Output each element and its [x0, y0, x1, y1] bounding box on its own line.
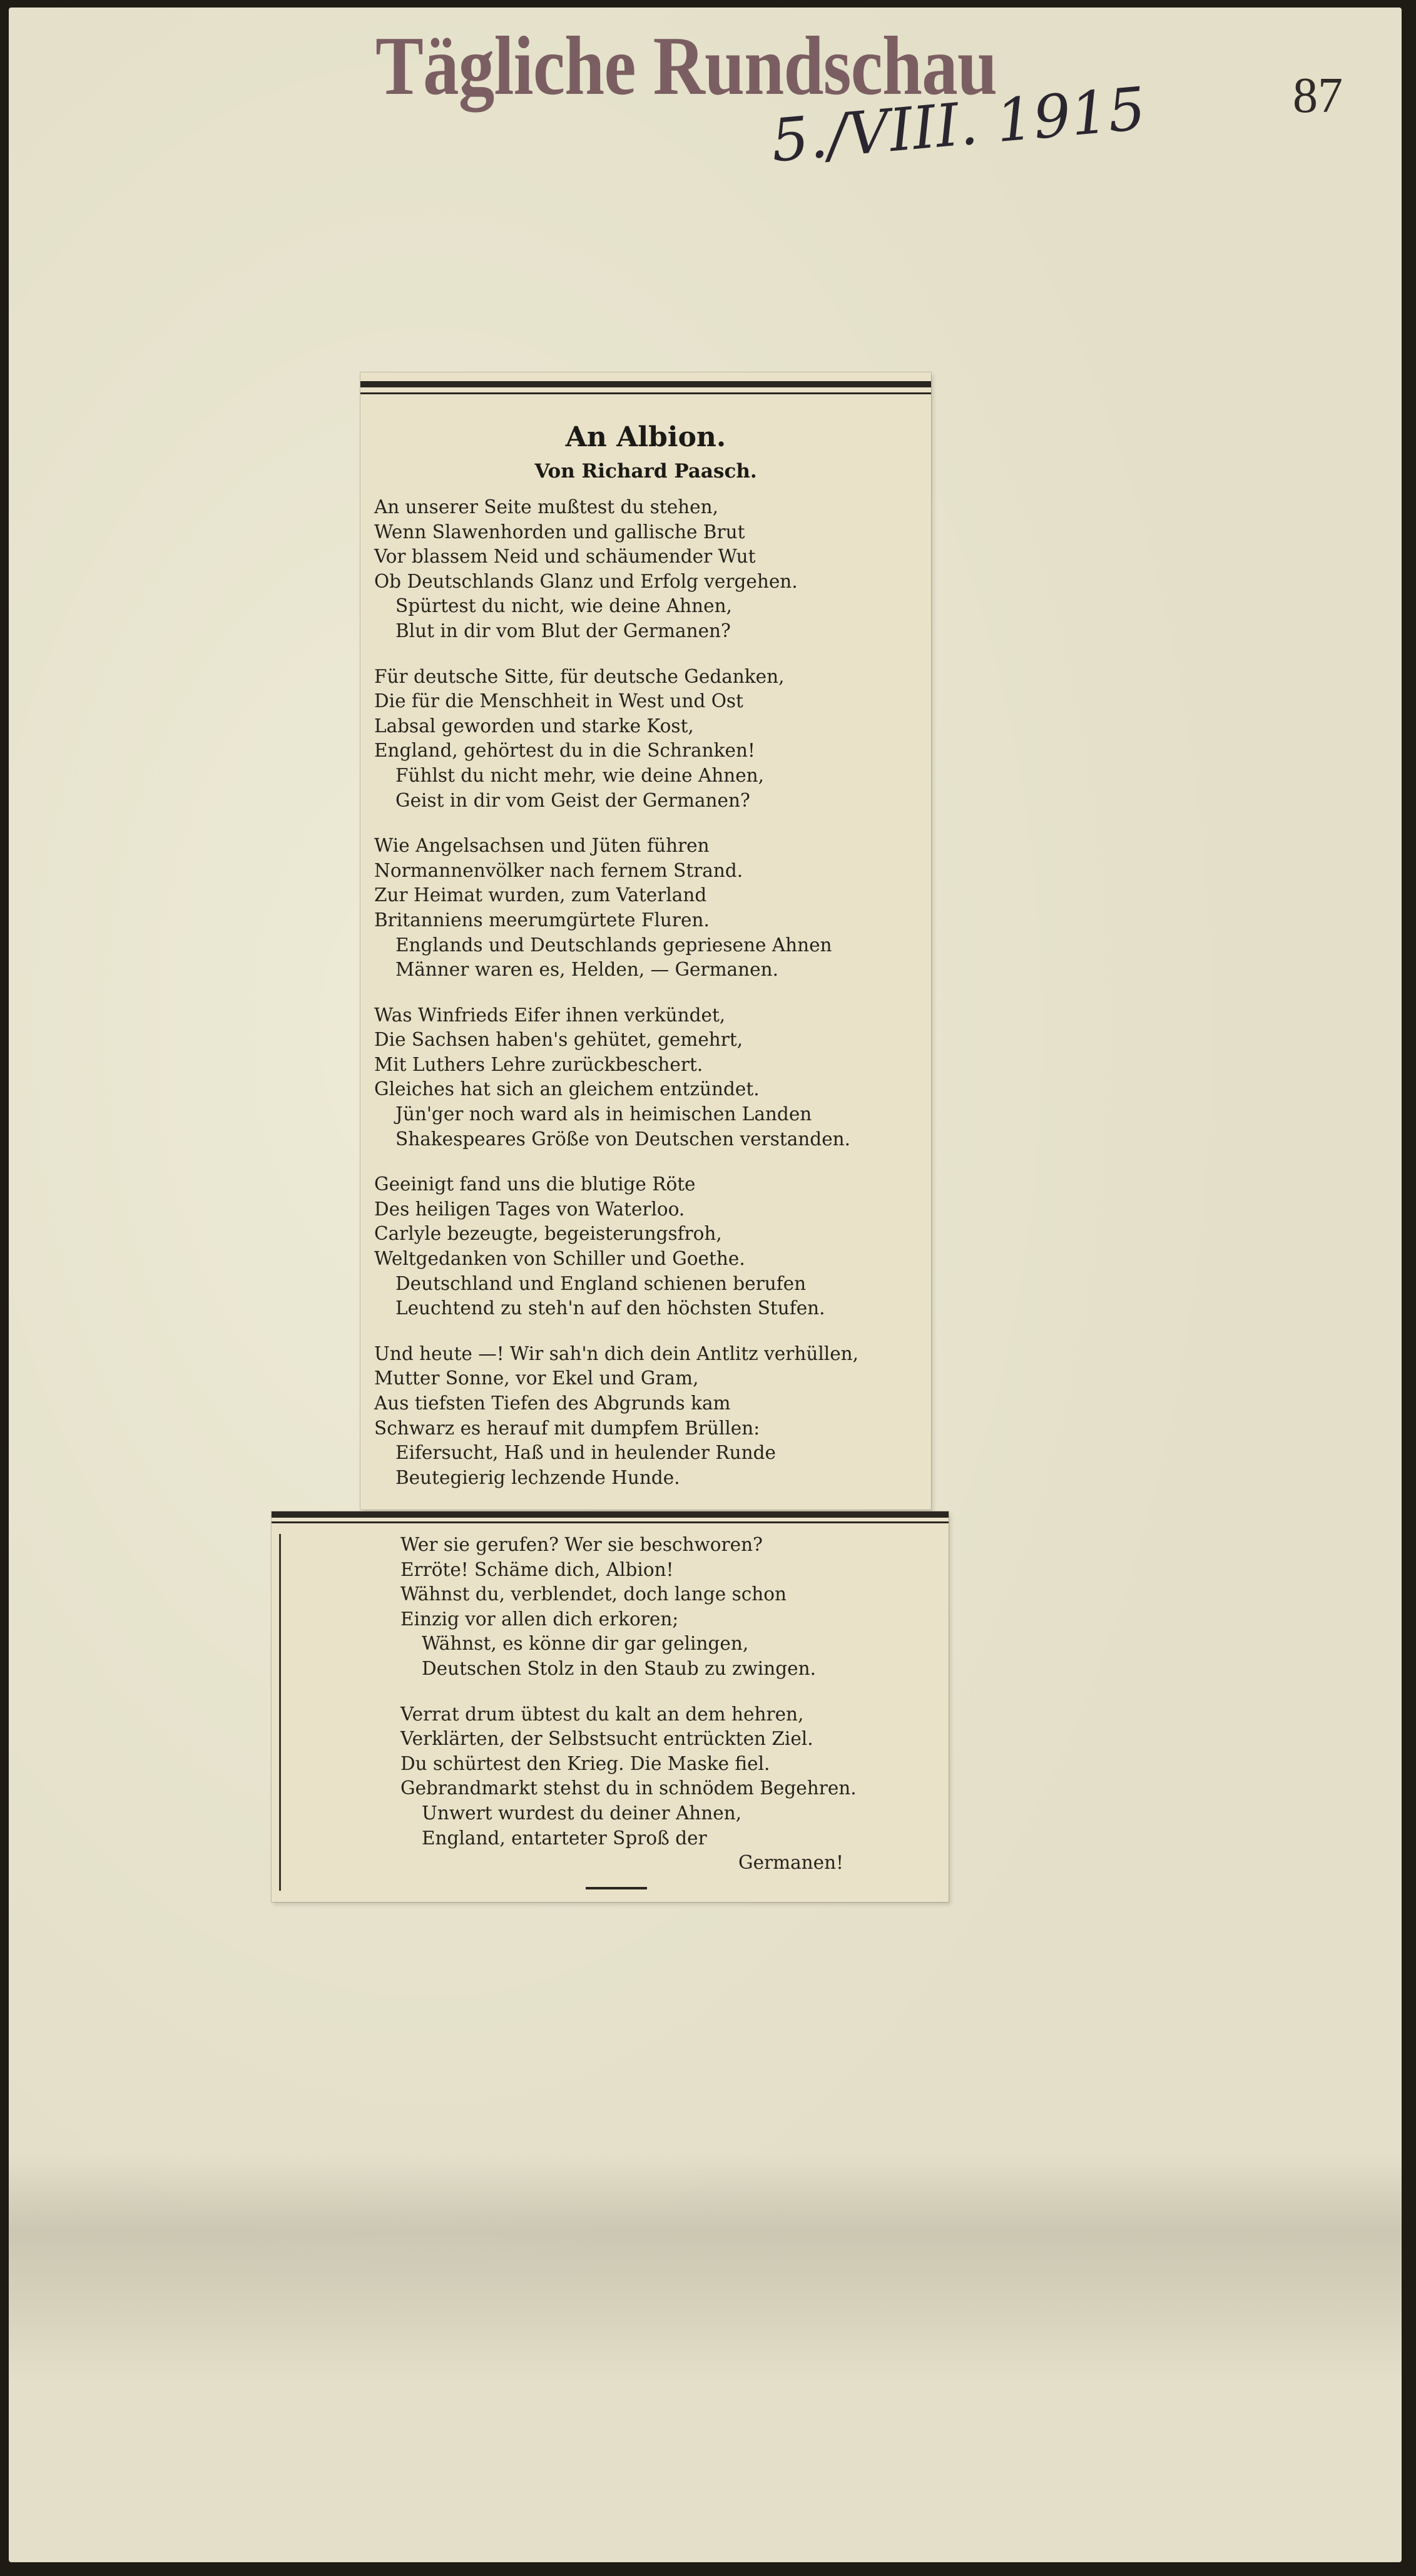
- verse-line: Unwert wurdest du deiner Ahnen,: [422, 1802, 742, 1824]
- verse-line: Jün'ger noch ward als in heimischen Landen: [395, 1103, 812, 1125]
- newspaper-clipping-2: [272, 1511, 949, 1902]
- verse-line: Einzig vor allen dich erkoren;: [400, 1608, 679, 1630]
- verse-line: An unserer Seite mußtest du stehen,: [374, 496, 719, 518]
- verse-line: Gebrandmarkt stehst du in schnödem Begehren.: [400, 1777, 857, 1799]
- verse-line: Vor blassem Neid und schäumender Wut: [374, 546, 756, 568]
- newspaper-masthead: Tägliche Rundschau: [375, 19, 997, 112]
- verse-line: Beutegierig lechzende Hunde.: [395, 1466, 680, 1488]
- stanza: [374, 1003, 922, 1152]
- verse-line: Eifersucht, Haß und in heulender Runde: [395, 1442, 776, 1464]
- clipping-top-rule-thin: [272, 1521, 949, 1523]
- verse-line: England, entarteter Sproß der: [422, 1827, 707, 1849]
- verse-line: Mutter Sonne, vor Ekel und Gram,: [374, 1367, 699, 1389]
- page-number: 87: [1293, 68, 1343, 123]
- verse-line: Verklärten, der Selbstsucht entrückten Ziel.: [400, 1728, 813, 1750]
- verse-line: Gleiches hat sich an gleichem entzündet.: [374, 1078, 760, 1100]
- verse-line: Die für die Menschheit in West und Ost: [374, 690, 743, 712]
- verse-line: Englands und Deutschlands gepriesene Ahnen: [395, 934, 832, 956]
- verse-line: Blut in dir vom Blut der Germanen?: [395, 620, 731, 641]
- stanza: [400, 1533, 942, 1682]
- verse-line: Labsal geworden und starke Kost,: [374, 715, 694, 737]
- verse-line: Ob Deutschlands Glanz und Erfolg vergehen.: [374, 570, 798, 592]
- poem-verses-part-1: [374, 495, 922, 1511]
- verse-line: Und heute —! Wir sah'n dich dein Antlitz verhüllen,: [374, 1342, 859, 1364]
- verse-line: Erröte! Schäme dich, Albion!: [400, 1558, 674, 1580]
- verse-line: Normannenvölker nach fernem Strand.: [374, 859, 743, 881]
- verse-line: Des heiligen Tages von Waterloo.: [374, 1198, 685, 1220]
- verse-line: Fühlst du nicht mehr, wie deine Ahnen,: [395, 764, 765, 786]
- clipping-top-rule-thin: [360, 392, 931, 394]
- archive-page: [9, 8, 1402, 2562]
- newspaper-clipping-1: [360, 372, 931, 1510]
- verse-line: Die Sachsen haben's gehütet, gemehrt,: [374, 1029, 743, 1051]
- verse-line: Zur Heimat wurden, zum Vaterland: [374, 884, 707, 906]
- end-rule: [586, 1887, 647, 1889]
- verse-line: England, gehörtest du in die Schranken!: [374, 740, 755, 762]
- verse-line: Was Winfrieds Eifer ihnen verkündet,: [374, 1004, 726, 1026]
- poem-author: Von Richard Paasch.: [534, 460, 757, 483]
- verse-line: Aus tiefsten Tiefen des Abgrunds kam: [374, 1393, 731, 1414]
- verse-line: Männer waren es, Helden, — Germanen.: [395, 959, 778, 981]
- verse-line: Geist in dir vom Geist der Germanen?: [395, 789, 750, 811]
- verse-line: Verrat drum übtest du kalt an dem hehren,: [400, 1703, 804, 1725]
- clipping-top-rule: [360, 381, 931, 387]
- poem-verses-part-2: [400, 1533, 942, 1896]
- clipping-top-rule: [272, 1511, 949, 1518]
- verse-line: Deutschland und England schienen berufen: [395, 1272, 807, 1294]
- stanza: [400, 1702, 942, 1876]
- stanza: [374, 665, 922, 814]
- verse-line: Britanniens meerumgürtete Fluren.: [374, 909, 710, 931]
- verse-line: Geeinigt fand uns die blutige Röte: [374, 1173, 696, 1195]
- verse-line: Schwarz es herauf mit dumpfem Brüllen:: [374, 1417, 760, 1439]
- verse-line: Shakespeares Größe von Deutschen verstanden.: [395, 1128, 851, 1150]
- verse-line: Wähnst du, verblendet, doch lange schon: [400, 1583, 787, 1605]
- verse-line: Spürtest du nicht, wie deine Ahnen,: [395, 595, 732, 617]
- verse-line: Du schürtest den Krieg. Die Maske fiel.: [400, 1752, 770, 1774]
- verse-line: Wenn Slawenhorden und gallische Brut: [374, 521, 745, 543]
- verse-line: Weltgedanken von Schiller und Goethe.: [374, 1248, 745, 1270]
- stanza: [374, 1342, 922, 1491]
- stanza: [374, 1172, 922, 1321]
- verse-line: Für deutsche Sitte, für deutsche Gedanken,: [374, 665, 785, 687]
- verse-line: Wer sie gerufen? Wer sie beschworen?: [400, 1534, 763, 1555]
- verse-line: Leuchtend zu steh'n auf den höchsten Stufen.: [395, 1297, 825, 1319]
- handwritten-date: 5./VIII. 1915: [768, 74, 1149, 176]
- stanza: [374, 495, 922, 644]
- stanza: [374, 834, 922, 983]
- poem-title: An Albion.: [565, 421, 726, 453]
- verse-line: Germanen!: [738, 1852, 843, 1874]
- verse-line: Mit Luthers Lehre zurückbeschert.: [374, 1053, 703, 1075]
- verse-line: Wähnst, es könne dir gar gelingen,: [422, 1633, 749, 1655]
- clipping-edge-line: [279, 1534, 281, 1891]
- verse-line: Carlyle bezeugte, begeisterungsfroh,: [374, 1223, 722, 1245]
- verse-line: Deutschen Stolz in den Staub zu zwingen.: [422, 1657, 816, 1679]
- verse-line: Wie Angelsachsen und Jüten führen: [374, 835, 710, 857]
